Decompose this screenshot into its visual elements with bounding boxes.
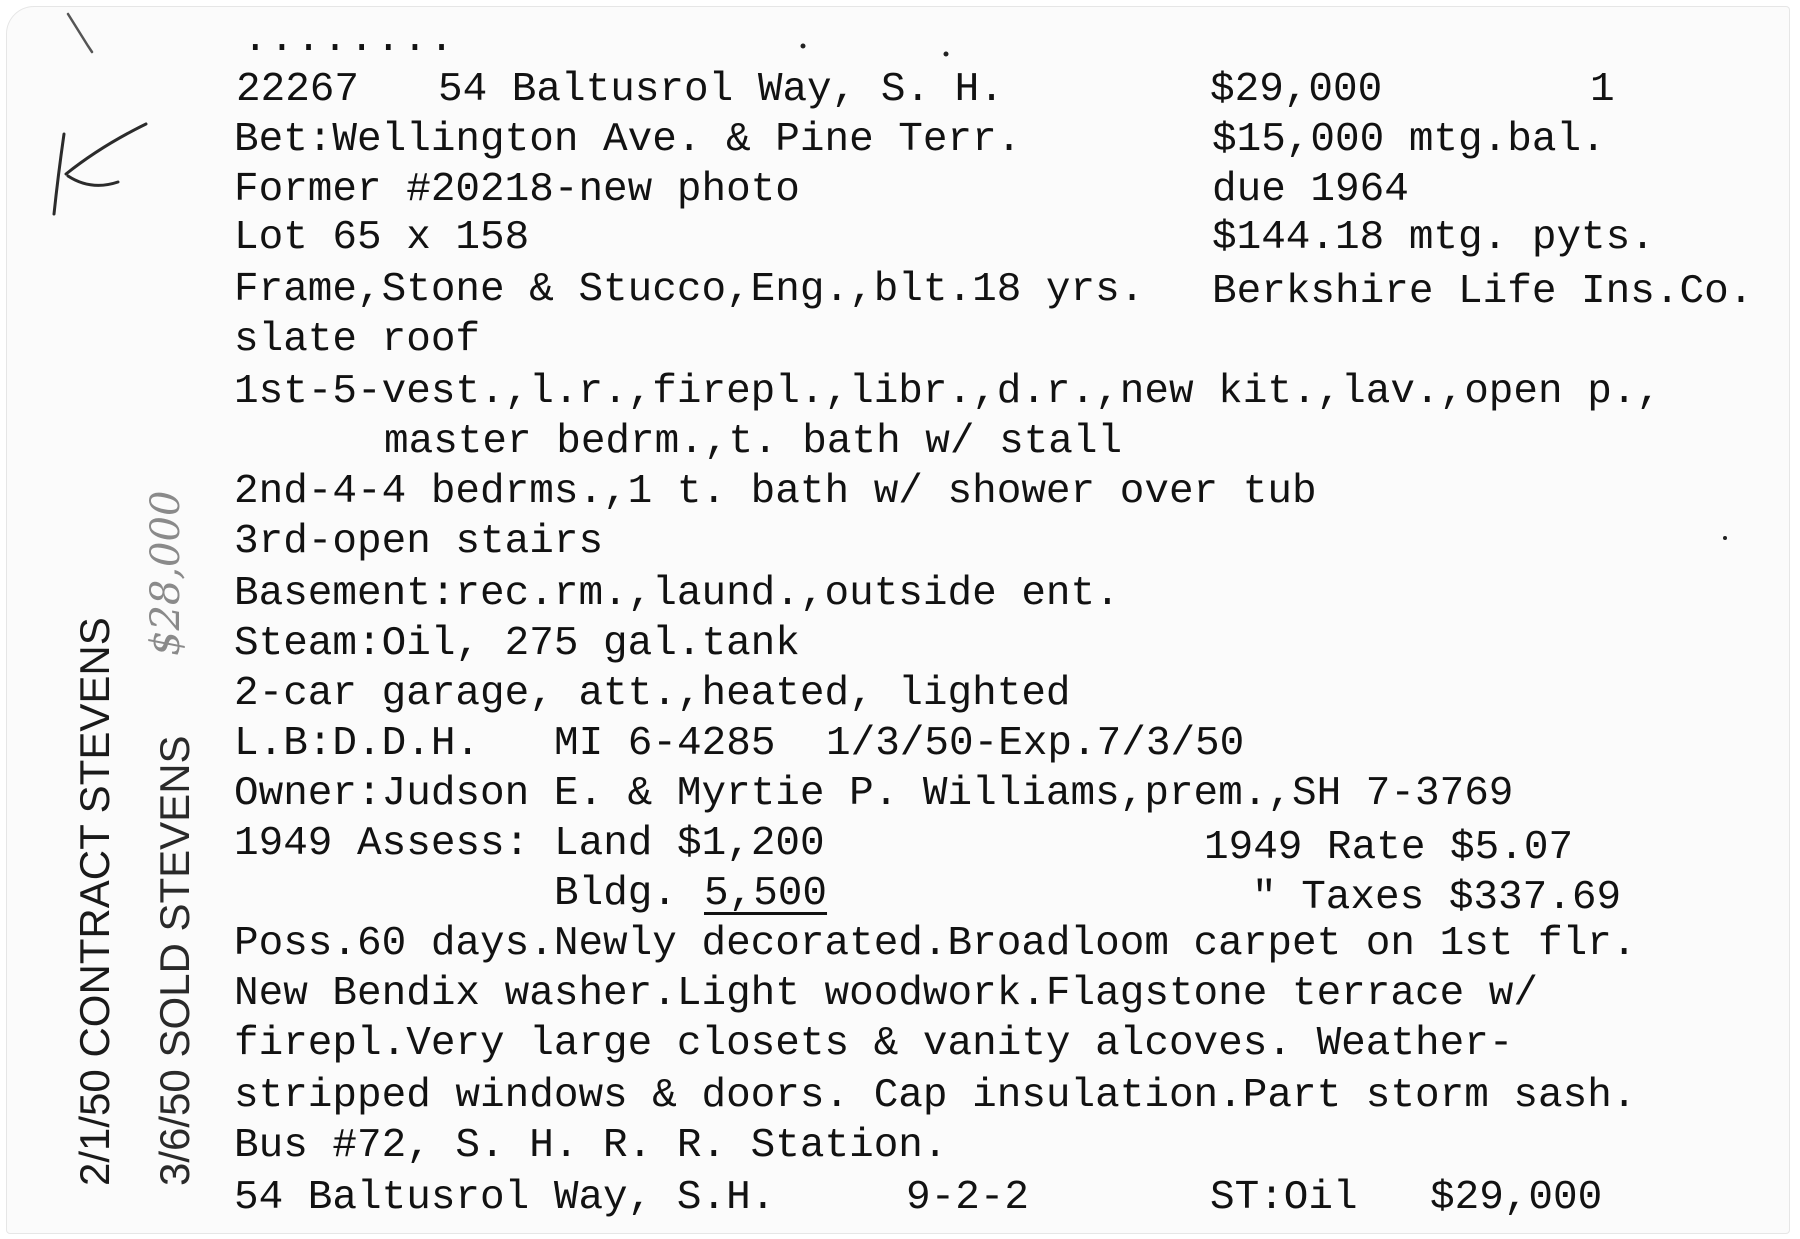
listing-broker: L.B:D.D.H. (234, 721, 481, 767)
listing-card (6, 6, 1790, 1234)
mortgage-balance: $15,000 mtg.bal. (1212, 117, 1606, 163)
listing-address: 54 Baltusrol Way, S. H. (438, 67, 1004, 113)
listing-dates: 1/3/50-Exp.7/3/50 (826, 721, 1245, 767)
footer-address: 54 Baltusrol Way, S.H. (234, 1175, 776, 1221)
corner-check-mark (68, 14, 92, 52)
mortgage-lender: Berkshire Life Ins.Co. (1212, 269, 1754, 315)
construction: Frame,Stone & Stucco,Eng.,blt.18 yrs. (234, 267, 1145, 313)
footer-heat: ST:Oil (1210, 1175, 1358, 1221)
heating: Steam:Oil, 275 gal.tank (234, 621, 800, 667)
listing-number: 22267 (236, 67, 360, 113)
contract-stamp: 2/1/50 CONTRACT STEVENS (71, 617, 118, 1186)
lot-size: Lot 65 x 158 (234, 215, 530, 261)
speck (801, 44, 806, 49)
remark-line: firepl.Very large closets & vanity alcoves. Weather- (234, 1021, 1514, 1067)
between-streets: Bet:Wellington Ave. & Pine Terr. (234, 117, 1022, 163)
speck (1723, 536, 1727, 540)
handwritten-sold-price: $28,000 (143, 490, 189, 656)
listing-price: $29,000 (1210, 67, 1383, 113)
handwritten-k-mark (54, 124, 146, 214)
top-dots: ........ (243, 17, 456, 63)
owner: Owner:Judson E. & Myrtie P. Williams,prem.,SH 7-3769 (234, 771, 1514, 817)
third-floor: 3rd-open stairs (234, 519, 604, 565)
sold-stamp: 3/6/50 SOLD STEVENS (151, 735, 198, 1186)
assessment-bldg-value: 5,500 (704, 871, 828, 917)
roof: slate roof (234, 317, 481, 363)
remark-line: New Bendix washer.Light woodwork.Flagstone terrace w/ (234, 971, 1539, 1017)
footer-code: 9-2-2 (906, 1175, 1030, 1221)
remark-line: Poss.60 days.Newly decorated.Broadloom carpet on 1st flr. (234, 921, 1637, 967)
broker-phone: MI 6-4285 (554, 721, 776, 767)
card-number: 1 (1590, 67, 1615, 113)
mortgage-payments: $144.18 mtg. pyts. (1212, 215, 1655, 261)
garage: 2-car garage, att.,heated, lighted (234, 671, 1071, 717)
footer-price: $29,000 (1430, 1175, 1603, 1221)
assessment-bldg-label: Bldg. (554, 871, 678, 917)
basement: Basement:rec.rm.,laund.,outside ent. (234, 571, 1120, 617)
remark-line: Bus #72, S. H. R. R. Station. (234, 1123, 948, 1169)
tax-rate: 1949 Rate $5.07 (1204, 825, 1574, 871)
speck (944, 52, 949, 57)
assessment-land: Land $1,200 (554, 821, 825, 867)
second-floor-rooms: 2nd-4-4 bedrms.,1 t. bath w/ shower over tub (234, 469, 1317, 515)
former-listing: Former #20218-new photo (234, 167, 800, 213)
mortgage-due: due 1964 (1212, 167, 1409, 213)
assessment-label: 1949 Assess: (234, 821, 530, 867)
taxes: " Taxes $337.69 (1252, 875, 1622, 921)
first-floor-rooms: 1st-5-vest.,l.r.,firepl.,libr.,d.r.,new kit.,lav.,open p., (234, 369, 1662, 415)
first-floor-rooms-cont: master bedrm.,t. bath w/ stall (384, 419, 1123, 465)
remark-line: stripped windows & doors. Cap insulation.Part storm sash. (234, 1073, 1637, 1119)
